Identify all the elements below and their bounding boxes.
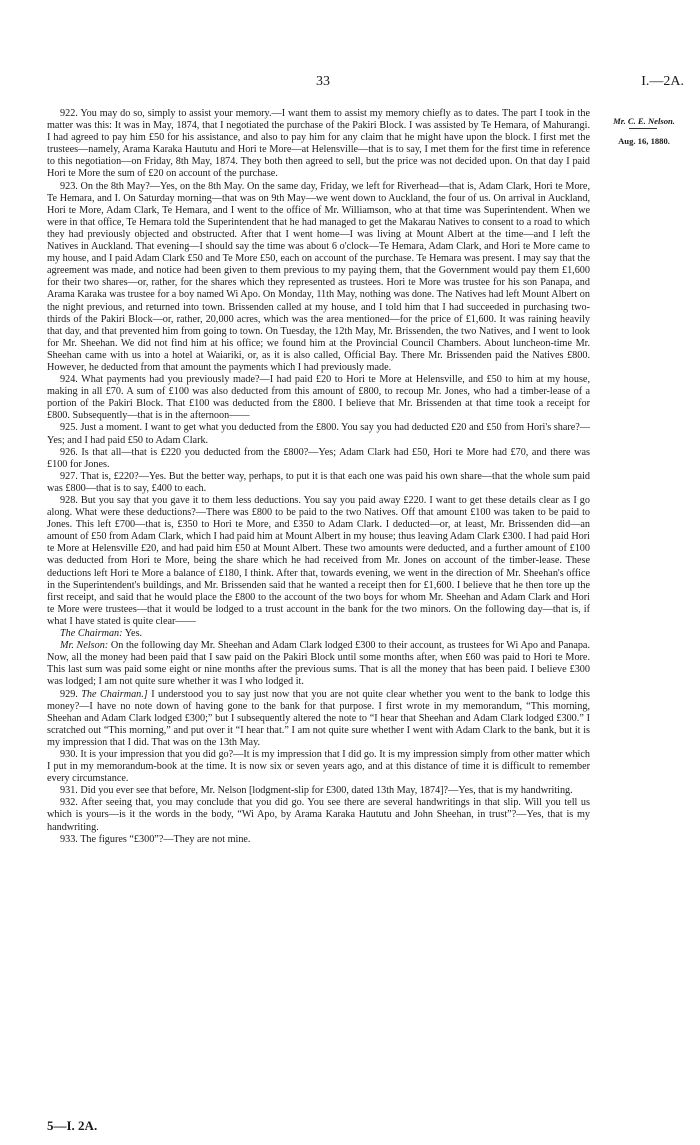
evidence-body (47, 108, 590, 846)
paragraph-text: 926. Is that all—that is £220 you deducted from the £800?—Yes; Adam Clark had £50, Hori te More had £70, and there was £100 for Jones. (47, 446, 590, 470)
paragraph-text: 922. You may do so, simply to assist your memory.—I want them to assist my memory chiefly as to dates. The part I took in the matter was this: It was in May, 1874, that I negotiated the purchase of the Pakiri Block. I was assisted by Te Hemara, of Mahurangi. I had agreed to pay him £50 for his assistance, and also to pay him for any claim that he might have upon the block. I first met the trustees—namely, Arama Karaka Haututu and Hori te More—at Helensville—that is to say, I met them for the first time in reference to this negotiation—on Friday, 8th May, 1874. They both then agreed to sell, but the price was not decided upon. On that day I paid Hori te More the sum of £20 on account of the purchase. (47, 108, 590, 180)
paragraph-text: 925. Just a moment. I want to get what you deducted from the £800. You say you had deducted £20 and £50 from Hori's share?—Yes; and I had paid £50 to Adam Clark. (47, 422, 590, 446)
paragraph-text: 927. That is, £220?—Yes. But the better way, perhaps, to put it is that each one was paid his own share—that the whole sum paid was £800—that is to say, £400 to each. (47, 470, 590, 494)
paragraph-text: On the following day Mr. Sheehan and Adam Clark lodged £300 to their account, as trustees for Wi Apo and Panapa. Now, all the money had been paid that I saw paid on the Pakiri Block until some months after, when £60 was paid to Hori te More. This last sum was paid some eight or nine months after the previous sums. That is all the money that has been paid. I believe £300 was lodged; I am not quite sure whether it was I who lodged it. (47, 640, 591, 688)
evidence-paragraph (47, 834, 590, 846)
evidence-paragraph (47, 495, 590, 628)
evidence-paragraph (47, 181, 590, 375)
evidence-paragraph (47, 374, 590, 422)
page-number: 33 (316, 74, 330, 89)
evidence-paragraph (47, 422, 590, 446)
question-number: 929. (60, 688, 82, 700)
paragraph-text: 932. After seeing that, you may conclude that you did go. You see there are several handwritings in that slip. Will you tell us which is yours—is it the words in the body, “Wi Apo, by Arama Karaka Haututu and John Sheehan, in trust”?—Yes, that is my handwriting. (47, 797, 590, 833)
evidence-paragraph (47, 785, 590, 797)
speaker-label: The Chairman.] (81, 688, 148, 700)
margin-date: Aug. 16, 1880. (618, 136, 670, 146)
evidence-paragraph (47, 797, 590, 833)
paragraph-text: 924. What payments had you previously made?—I had paid £20 to Hori te More at Helensville, and £50 to him at my house, making in all £70. A sum of £100 was also deducted from this amount of £800, to recoup Mr. Jones, who had a timber-lease of a portion of the Pakiri Block. That £100 was deducted from the £800. I believe that Mr. Brissenden at that time took a receipt for £800. Subsequently—that is in the afternoon—— (47, 374, 590, 422)
evidence-paragraph (47, 689, 590, 749)
paragraph-text: Yes. (124, 628, 143, 640)
evidence-paragraph (47, 108, 590, 181)
evidence-paragraph (47, 471, 590, 495)
paragraph-text: I understood you to say just now that you are not quite clear whether you went to the bank to lodge this money?—I have no note down of having gone to the bank for that purpose. I first wrote in my memorandum, “This morning, Sheehan and Adam Clark lodged £300;” but I subsequently altered the note to “I hear that Sheehan and Adam Clark lodged £300.” I scratched out “This morning,” and put over it “I hear that.” I am not quite sure whether I went with Adam Clark to the bank, but it is my impression that I did. That was on the 13th May. (47, 688, 591, 748)
speaker-label: The Chairman: (60, 628, 123, 640)
paragraph-text: 923. On the 8th May?—Yes, on the 8th May. On the same day, Friday, we left for Riverhead—that is, Adam Clark, Hori te More, Te Hemara, and I. On Saturday morning—that was on 9th May—we went down to Auckland, the four of us. On arrival in Auckland, Hori te More, Adam Clark, Te Hemara, and I went to the office of Mr. Williamson, who at that time was Superintendent. When we were in that office, Te Hemara told the Superintendent that he had managed to get the Makarau Natives to consent to a road to which they had previously objected and obstructed. After that I went home—I was living at Mount Albert at the time—and I left the Natives in Auckland. That evening—I should say the time was about 6 o'clock—Te Hemara, Adam Clark, and Hori te More came to my house, and I paid Adam Clark £50 and Te More £50, each on account of the purchase. Te Hemara was present. I may say that the agreement was made, and notice had been given to them previous to my paying them, that the Government would pay them £1,600 for their two shares—or, rather, for the shares which they represented as trustees. Hori te More was trustee for his son Panapa, and Arama Karaka was trustee for a boy named Wi Apo. On Monday, 11th May, nothing was done. The Natives had left Mount Albert on the night previous, and returned into town. Brissenden called at my house, and I told him that I had succeeded in purchasing two-thirds of the Pakiri Block—or, rather, 20,000 acres, which was the area mentioned—for the price of £1,600. It was raining heavily that day, and that prevented him from going to town. On Tuesday, the 12th May, Mr. Brissenden, the two Natives, and I went to look for Mr. Sheehan. We did not find him at his office; we found him at the Provincial Council Chambers. About luncheon-time Mr. Sheehan came with us into a hotel at Waiariki, or, as it is also called, Official Bay. There Mr. Brissenden paid the Natives £800. However, he deducted from that amount the payments which I had previously made. (47, 180, 590, 373)
margin-rule (629, 128, 657, 129)
paragraph-text: 928. But you say that you gave it to them less deductions. You say you paid away £220. I want to get these details clear as I go along. What were these deductions?—There was £800 to be paid to the two Natives. Off that amount £100 was taken to be paid to Jones. This left £700—that is, £350 to Hori te More, and £350 to Adam Clark. I deducted—or, at least, Mr. Brissenden did—an amount of £50 from Adam Clark, which I had paid him at Mount Albert in my house; thus leaving Adam Clark £300. I had paid Hori te More at Helensville £20, and had paid him £50 at Mount Albert. These two amounts were deducted, and a further amount of £100 was deducted from Hori te More, being the share which he had received from Mr. Jones on account of the timber-lease. These deductions left Hori te More a balance of £180, I think. After that, towards evening, we went in the direction of Mr. Sheehan's office in the Superintendent's buildings, and Mr. Brissenden said that he wanted a receipt then for £1,600. I believe that he then tore up the first receipt, and said that he would place the £800 to the account of the two boys for whom Mr. Sheehan and Adam Clark and Hori te More were trustees—that it would be lodged to a trust account in the bank for the two minors. On the following day—that is, if what I have stated is quite clear—— (47, 495, 590, 627)
speaker-label: Mr. Nelson: (60, 640, 109, 652)
printer-signature: 5—I. 2A. (47, 1118, 98, 1133)
evidence-paragraph (47, 749, 590, 785)
evidence-paragraph (47, 447, 590, 471)
paragraph-text: 930. It is your impression that you did go?—It is my impression that I did go. It is my impression simply from other matter which I put in my memorandum-book at the time. It is now six or seven years ago, and at this distance of time it is difficult to remember every circumstance. (47, 748, 590, 785)
document-reference: I.—2A. (641, 74, 684, 89)
evidence-paragraph (47, 640, 590, 688)
evidence-paragraph (47, 628, 590, 640)
paragraph-text: 933. The figures “£300”?—They are not mine. (60, 833, 251, 845)
margin-witness-name: Mr. C. E. Nelson. (613, 116, 675, 126)
paragraph-text: 931. Did you ever see that before, Mr. Nelson [lodgment-slip for £300, dated 13th May, 1874]?—Yes, that is my handwriting. (60, 785, 573, 797)
